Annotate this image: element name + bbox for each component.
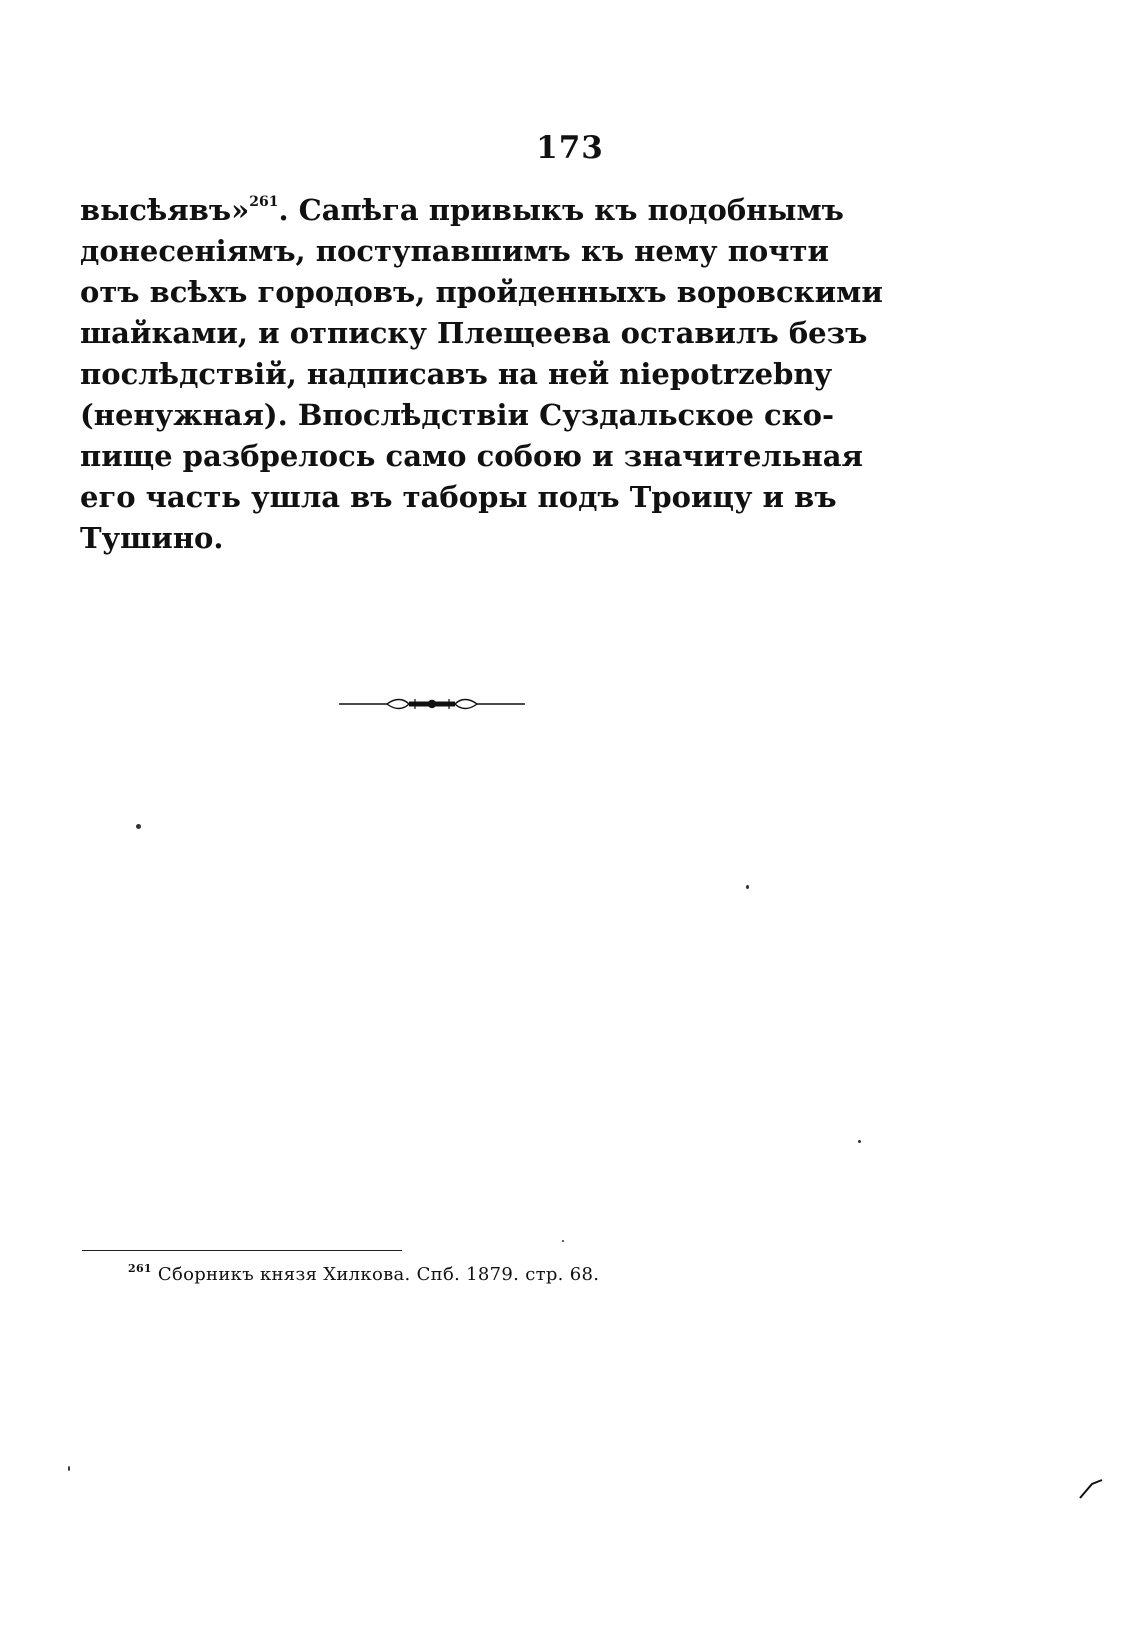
scan-speck bbox=[68, 1466, 70, 1471]
text-line: шайками, и отписку Плещеева оставилъ безъ bbox=[80, 316, 868, 350]
text-segment: высѣявъ» bbox=[80, 193, 250, 227]
scan-speck bbox=[858, 1140, 861, 1143]
scan-mark bbox=[1078, 1478, 1104, 1500]
ornament-divider bbox=[339, 697, 525, 711]
text-line: его часть ушла въ таборы подъ Троицу и въ bbox=[80, 480, 837, 514]
text-line: Тушино. bbox=[80, 521, 224, 555]
text-line: донесеніямъ, поступавшимъ къ нему почти bbox=[80, 234, 829, 268]
text-line bbox=[80, 190, 844, 231]
footnote-number: 261 bbox=[128, 1262, 152, 1275]
footnote bbox=[128, 1262, 599, 1288]
text-line: послѣдствій, надписавъ на ней niepotrzebny bbox=[80, 357, 832, 391]
footnote-rule bbox=[82, 1250, 402, 1251]
body-text bbox=[80, 190, 883, 559]
text-line: пище разбрелось само собою и значительная bbox=[80, 439, 863, 473]
scan-speck bbox=[136, 824, 141, 829]
footnote-reference[interactable]: 261 bbox=[249, 194, 279, 210]
scan-speck bbox=[746, 885, 749, 889]
text-line: отъ всѣхъ городовъ, пройденныхъ воровскими bbox=[80, 275, 883, 309]
page-number: 173 bbox=[536, 130, 604, 166]
footnote-text: Сборникъ князя Хилкова. Спб. 1879. стр. 68. bbox=[157, 1264, 600, 1285]
text-line: (ненужная). Впослѣдствіи Суздальское ско- bbox=[80, 398, 834, 432]
scan-speck bbox=[562, 1240, 564, 1242]
text-segment: . Сапѣга привыкъ къ подобнымъ bbox=[278, 193, 844, 227]
